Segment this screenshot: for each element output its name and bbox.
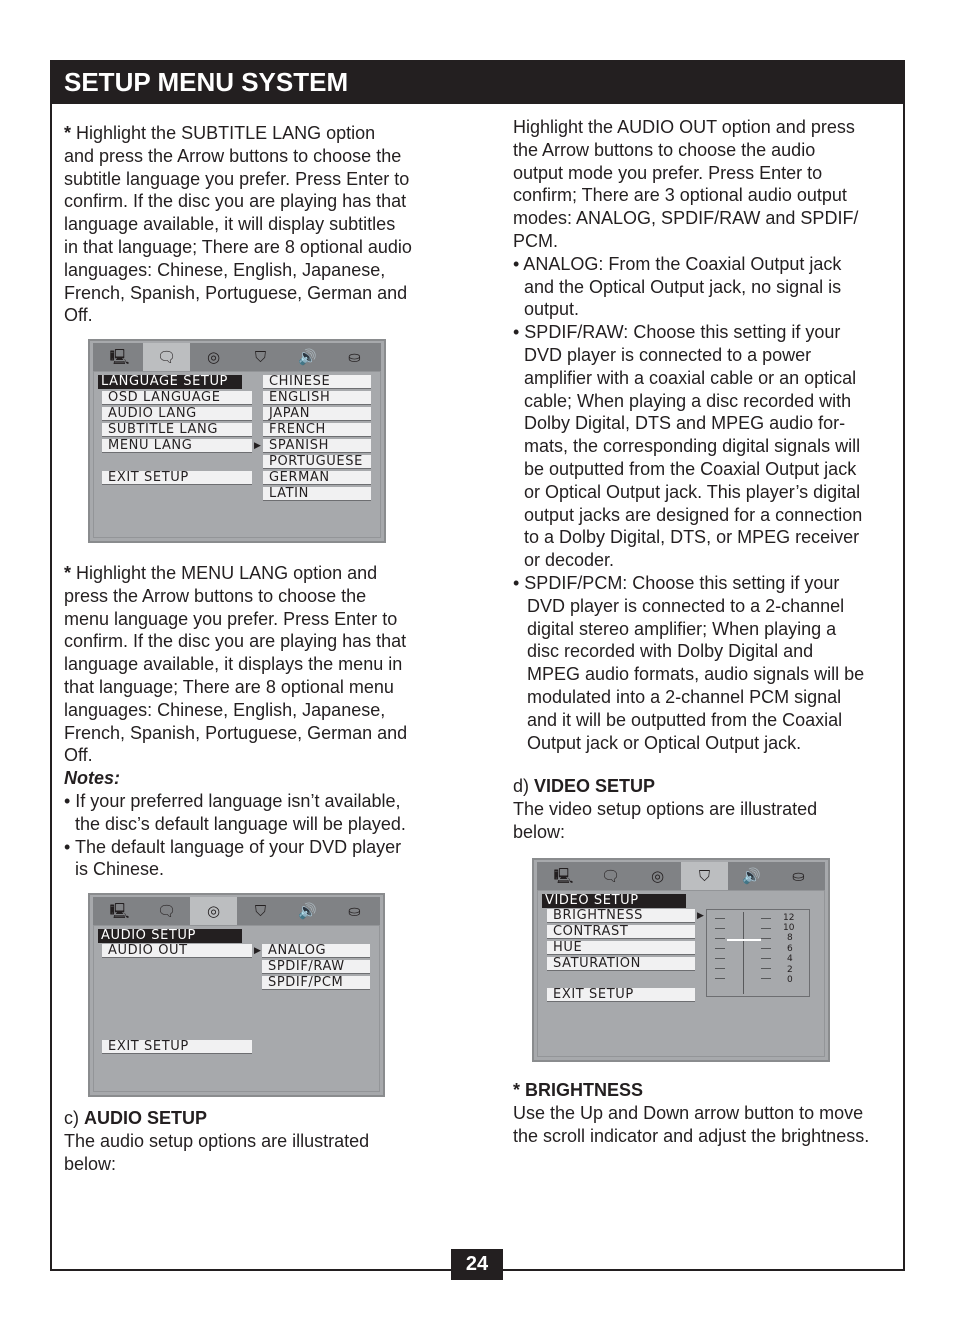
menu-item-subtitle-lang[interactable]: SUBTITLE LANG <box>102 423 252 437</box>
preference-icon: ⛀ <box>792 867 805 885</box>
scale-label: 0 <box>787 975 793 985</box>
tick-mark <box>715 978 725 979</box>
video-setup-screen <box>532 858 830 1062</box>
speaker-icon: 🔊 <box>298 902 317 920</box>
menu-item-saturation[interactable]: SATURATION <box>547 957 695 971</box>
speaker-icon: 🔊 <box>298 348 317 366</box>
scroll-indicator[interactable] <box>727 939 761 941</box>
preference-icon: ⛀ <box>348 902 361 920</box>
option-german[interactable]: GERMAN <box>263 471 371 485</box>
scale-label: 8 <box>787 933 793 943</box>
brightness-section: * BRIGHTNESS Use the Up and Down arrow button to move the scroll indicator and adjust the brightness. <box>513 1080 870 1146</box>
section-header <box>50 60 905 104</box>
menu-header: LANGUAGE SETUP <box>98 375 242 389</box>
tick-mark <box>761 918 771 919</box>
tick-mark <box>761 978 771 979</box>
video-icon: ⛉ <box>254 902 267 920</box>
subtitle-lang-paragraph: * Highlight the SUBTITLE LANG option and press the Arrow buttons to choose the subtitle language you prefer. Press Enter to confirm. If the disc you are playing has that language available, it will display subtitles in that language; There are 8 optional audio languages: Chinese, English, Japanese, French, Spanish, Portuguese, German and Off. <box>64 123 412 326</box>
brightness-scale[interactable] <box>706 909 810 997</box>
option-japan[interactable]: JAPAN <box>263 407 371 421</box>
preference-icon: ⛀ <box>348 348 361 366</box>
video-icon: ⛉ <box>254 348 267 366</box>
menu-item-brightness[interactable]: BRIGHTNESS <box>547 909 695 923</box>
audio-out-paragraph: Highlight the AUDIO OUT option and press the Arrow buttons to choose the audio output mode you prefer. Press Enter to confirm; There are 3 optional audio output modes: ANALOG, SPDIF/RAW and SPDIF/ PCM. • ANALOG: From the Coaxial Output jack and the Optical Output jack, no signal is output. • SPDIF/RAW: Choose this setting if your DVD player is connected to a power amplifier with a coaxial cable or an optical cable; When playing a disc recorded with Dolby Digital, DTS and MPEG audio for- mats, the corresponding digital signals will be outputted from the Coaxial Output jack or Optical Output jack. This player’s digital output jacks are designed for a connection to a Dolby Digital, DTS, or MPEG receiver or decoder. • SPDIF/PCM: Choose this setting if your DVD player is connected to a 2-channel digital stereo amplifier; When playing a disc recorded with Dolby Digital and MPEG audio formats, audio signals will be modulated into a 2-channel PCM signal and it will be outputted from the Coaxial Output jack or Optical Output jack. <box>513 117 865 753</box>
menu-header: AUDIO SETUP <box>98 929 242 943</box>
tick-mark <box>761 928 771 929</box>
audio-disc-icon: ◎ <box>650 867 665 885</box>
menu-item-menu-lang[interactable]: MENU LANG <box>102 439 252 453</box>
audio-setup-screen <box>88 893 385 1097</box>
tick-mark <box>761 968 771 969</box>
menu-item-exit-setup[interactable]: EXIT SETUP <box>102 471 252 485</box>
arrow-right-icon: ▶ <box>254 946 261 956</box>
tick-mark <box>761 938 771 939</box>
menu-item-hue[interactable]: HUE <box>547 941 695 955</box>
video-setup-section: d) VIDEO SETUP The video setup options are illustrated below: <box>513 776 818 842</box>
scale-label: 12 <box>783 913 795 923</box>
tick-mark <box>715 938 725 939</box>
tick-mark <box>715 968 725 969</box>
option-spanish[interactable]: SPANISH <box>263 439 371 453</box>
speaker-icon: 🔊 <box>742 867 761 885</box>
arrow-right-icon: ▶ <box>254 441 261 451</box>
osd-tab-bar <box>537 862 825 890</box>
audio-disc-icon: ◎ <box>206 348 221 366</box>
language-setup-screen <box>88 339 386 543</box>
option-latin[interactable]: LATIN <box>263 487 371 501</box>
option-spdif-pcm[interactable]: SPDIF/PCM <box>262 976 370 990</box>
notes-label: Notes: <box>64 768 121 789</box>
menu-header: VIDEO SETUP <box>542 894 686 908</box>
audio-setup-heading: AUDIO SETUP <box>84 1108 208 1128</box>
arrow-right-icon: ▶ <box>697 911 704 921</box>
monitor-icon: 🖳 <box>109 348 130 366</box>
tick-mark <box>715 958 725 959</box>
tick-mark <box>715 948 725 949</box>
menu-lang-paragraph: * Highlight the MENU LANG option and press the Arrow buttons to choose the menu language you prefer. Press Enter to confirm. If the disc you are playing has that language available, it displays the menu in that language; There are 8 optional menu languages: Chinese, English, Japanese, French, Spanish, Portuguese, German and Off. Notes: • If your preferred language isn’t available, the disc’s default language will be played. • The default language of your DVD player is Chinese. <box>64 563 408 880</box>
option-english[interactable]: ENGLISH <box>263 391 371 405</box>
menu-item-contrast[interactable]: CONTRAST <box>547 925 695 939</box>
scale-label: 2 <box>787 965 793 975</box>
scale-label: 6 <box>787 944 793 954</box>
menu-item-exit-setup[interactable]: EXIT SETUP <box>547 988 695 1002</box>
tick-mark <box>761 958 771 959</box>
video-setup-heading: VIDEO SETUP <box>534 776 656 796</box>
page-number: 24 <box>465 1253 489 1275</box>
menu-item-osd-language[interactable]: OSD LANGUAGE <box>102 391 252 405</box>
option-portuguese[interactable]: PORTUGUESE <box>263 455 371 469</box>
language-icon: 🗨 <box>156 902 177 920</box>
option-chinese[interactable]: CHINESE <box>263 375 371 389</box>
language-icon: 🗨 <box>143 343 190 371</box>
brightness-heading: BRIGHTNESS <box>520 1080 644 1100</box>
option-spdif-raw[interactable]: SPDIF/RAW <box>262 960 370 974</box>
audio-setup-section: c) AUDIO SETUP The audio setup options are illustrated below: <box>64 1108 370 1174</box>
scale-label: 10 <box>783 923 795 933</box>
scale-label: 4 <box>787 954 793 964</box>
osd-tab-bar <box>93 343 381 371</box>
menu-item-audio-out[interactable]: AUDIO OUT <box>102 944 252 958</box>
scale-track <box>743 912 744 994</box>
monitor-icon: 🖳 <box>109 902 130 920</box>
tick-mark <box>715 928 725 929</box>
monitor-icon: 🖳 <box>553 867 574 885</box>
osd-tab-bar <box>93 897 380 925</box>
option-french[interactable]: FRENCH <box>263 423 371 437</box>
audio-disc-icon: ◎ <box>190 897 237 925</box>
page-number-badge <box>451 1249 503 1280</box>
language-icon: 🗨 <box>600 867 621 885</box>
menu-item-exit-setup[interactable]: EXIT SETUP <box>102 1040 252 1054</box>
tick-mark <box>761 948 771 949</box>
menu-item-audio-lang[interactable]: AUDIO LANG <box>102 407 252 421</box>
page-title: SETUP MENU SYSTEM <box>64 67 349 97</box>
option-analog[interactable]: ANALOG <box>262 944 370 958</box>
video-icon: ⛉ <box>681 862 728 890</box>
tick-mark <box>715 918 725 919</box>
